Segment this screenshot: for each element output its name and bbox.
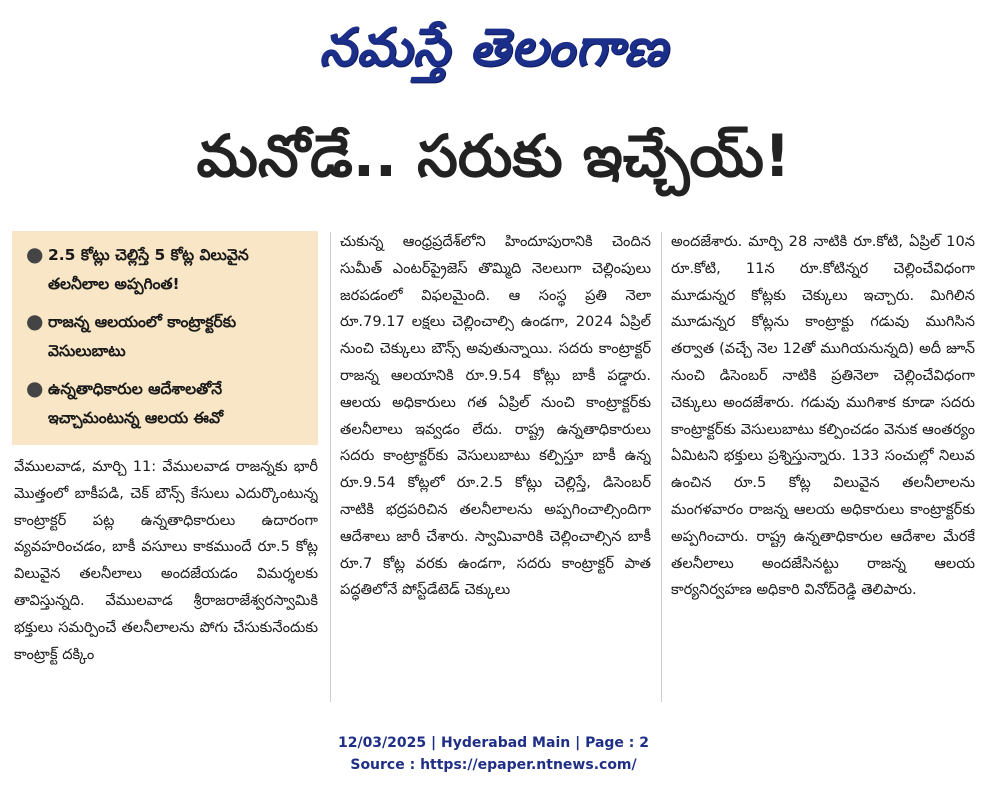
highlight-text: రాజన్న ఆలయంలో కాంట్రాక్టర్‌కు వెసులుబాటు xyxy=(48,313,237,360)
column-divider xyxy=(330,232,331,702)
highlight-item xyxy=(26,308,308,366)
bullet-icon: ● xyxy=(26,242,44,266)
article-column-2: చుకున్న ఆంధ్రప్రదేశ్‌లోని హిందూపురానికి చెందిన సుమీత్ ఎంటర్‌ప్రైజెస్ తొమ్మిది నెలలుగా చెల్లింపులు జరపడంలో విఫలమైంది. ఆ సంస్థ ప్రతి నెలా రూ.79.17 లక్షలు చెల్లించాల్సి ఉండగా, 2024 ఏప్రిల్ నుంచి చెక్కులు బౌన్స్ అవుతున్నాయి. సదరు కాంట్రాక్టర్ రాజన్న ఆలయానికి రూ.9.54 కోట్లు బాకీ పడ్డారు. ఆలయ అధికారులు గత ఏప్రిల్ నుంచి కాంట్రాక్టర్‌కు తలనీలాలు ఇవ్వడం లేదు. రాష్ట్ర ఉన్నతాధికారులు సదరు కాంట్రాక్టర్‌కు వెసులుబాటు కల్పిస్తూ బాకీ ఉన్న రూ.9.54 కోట్లలో రూ.2.5 కోట్లు చెల్లిస్తే, డిసెంబర్ నాటికి భద్రపరిచిన తలనీలాలను అప్పగించాల్సిందిగా ఆదేశాలు జారీ చేశారు. స్వామివారికి చెల్లించాల్సిన బాకీ రూ.7 కోట్ల వరకు ఉండగా, సదరు కాంట్రాక్టర్ పాత పద్ధతిలోనే పోస్ట్‌డేటెడ్ చెక్కులు xyxy=(340,233,651,599)
page-footer xyxy=(0,732,987,776)
highlights-box xyxy=(12,231,318,445)
column-divider xyxy=(661,232,662,702)
highlight-item xyxy=(26,375,308,433)
bullet-icon: ● xyxy=(26,376,44,400)
article-column-3: అందజేశారు. మార్చి 28 నాటికి రూ.కోటి, ఏప్రిల్ 10న రూ.కోటి, 11న రూ.కోటిన్నర చెల్లించేవిధంగా మూడున్నర కోట్లకు చెక్కులు ఇచ్చారు. మిగిలిన మూడున్నర కోట్లను కాంట్రాక్టు గడువు ముగిసిన తర్వాత (వచ్చే నెల 12తో ముగియనున్నది) అదీ జూన్ నుంచి డిసెంబర్ నాటికి ప్రతినెలా చెల్లించేవిధంగా చెక్కులు అందజేశారు. గడువు ముగిశాక కూడా సదరు కాంట్రాక్టర్‌కు వెసులుబాటు కల్పించడం వెనుక ఆంతర్యం ఏమిటని భక్తులు ప్రశ్నిస్తున్నారు. 133 సంచుల్లో నిలువ ఉంచిన రూ.5 కోట్ల విలువైన తలనీలాలను మంగళవారం రాజన్న ఆలయ అధికారులు కాంట్రాక్టర్‌కు అప్పగించారు. రాష్ట్ర ఉన్నతాధికారుల ఆదేశాల మేరకే తలనీలాలు అందజేసినట్టు రాజన్న ఆలయ కార్యనిర్వహణ అధికారి వినోద్‌రెడ్డి తెలిపారు. xyxy=(671,233,975,599)
newspaper-masthead: నమస్తే తెలంగాణ xyxy=(319,18,668,78)
article-headline: మనోడే.. సరుకు ఇచ్చేయ్! xyxy=(196,122,791,190)
highlight-text: ఉన్నతాధికారుల ఆదేశాలతోనే ఇచ్చామంటున్న ఆలయ ఈవో xyxy=(48,380,224,427)
highlight-item xyxy=(26,241,308,299)
source-link[interactable]: Source : https://epaper.ntnews.com/ xyxy=(350,757,637,773)
article-column-1: వేములవాడ, మార్చి 11: వేములవాడ రాజన్నకు భారీ మొత్తంలో బాకీపడి, చెక్ బౌన్స్ కేసులు ఎదుర్కొంటున్న కాంట్రాక్టర్ పట్ల ఉన్నతాధికారులు ఉదారంగా వ్యవహరించడం, బాకీ వసూలు కాకముందే రూ.5 కోట్ల విలువైన తలనీలాలు అందజేయడం విమర్శలకు తావిస్తున్నది. వేములవాడ శ్రీరాజరాజేశ్వరస్వామికి భక్తులు సమర్పించే తలనీలాలను పోగు చేసుకునేందుకు కాంట్రాక్ట్ దక్కిం xyxy=(14,458,318,663)
bullet-icon: ● xyxy=(26,309,44,333)
edition-info: 12/03/2025 | Hyderabad Main | Page : 2 xyxy=(337,735,650,751)
highlight-text: 2.5 కోట్లు చెల్లిస్తే 5 కోట్ల విలువైన తలనీలాల అప్పగింత! xyxy=(48,246,249,293)
